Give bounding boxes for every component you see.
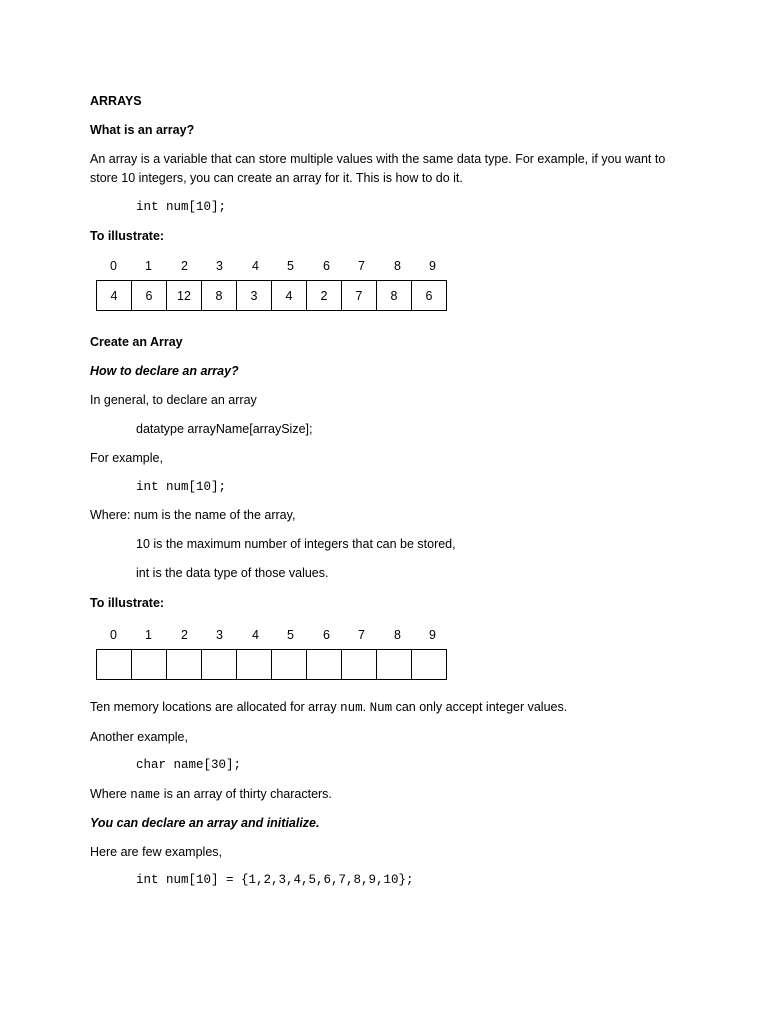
code-init-example: int num[10] = {1,2,3,4,5,6,7,8,9,10}; [136, 873, 414, 887]
array2-cell [237, 650, 272, 680]
memory-text-post: can only accept integer values. [392, 700, 568, 714]
array1-index: 0 [110, 259, 117, 273]
array1-index: 3 [216, 259, 223, 273]
question-what-is-array: What is an array? [90, 123, 195, 137]
array1-index: 7 [358, 259, 365, 273]
array1-index: 9 [429, 259, 436, 273]
where-line-2: 10 is the maximum number of integers that can be stored, [136, 537, 456, 551]
array2-index: 4 [252, 628, 259, 642]
array2-cell [202, 650, 237, 680]
array2-index: 8 [394, 628, 401, 642]
array1-cell: 12 [167, 281, 202, 311]
illustrate-label-1: To illustrate: [90, 229, 165, 243]
array1-index: 2 [181, 259, 188, 273]
array2-index: 9 [429, 628, 436, 642]
where-name-code: name [130, 788, 161, 802]
array2-cell [97, 650, 132, 680]
array1-cell: 7 [342, 281, 377, 311]
array1-cell: 6 [412, 281, 447, 311]
code-char-declaration: char name[30]; [136, 758, 242, 772]
array2-cell [272, 650, 307, 680]
where-name-pre: Where [90, 787, 131, 801]
where-name-post: is an array of thirty characters. [160, 787, 332, 801]
intro-line-1: An array is a variable that can store multiple values with the same data type. For example, if you want to [90, 152, 666, 166]
array1-cell: 8 [202, 281, 237, 311]
array2-row [97, 650, 447, 680]
array2-index: 2 [181, 628, 188, 642]
array2-table [96, 649, 447, 680]
syntax-line: datatype arrayName[arraySize]; [136, 422, 313, 436]
array2-cell [342, 650, 377, 680]
array2-cell [377, 650, 412, 680]
where-name-text [90, 786, 332, 804]
array1-index: 8 [394, 259, 401, 273]
array2-cell [167, 650, 202, 680]
create-array-heading: Create an Array [90, 335, 183, 349]
array2-index: 0 [110, 628, 117, 642]
array1-index: 1 [145, 259, 152, 273]
array2-cell [412, 650, 447, 680]
array1-cell: 4 [272, 281, 307, 311]
illustrate-label-2: To illustrate: [90, 596, 165, 610]
array1-cell: 4 [97, 281, 132, 311]
where-line-1: Where: num is the name of the array, [90, 508, 296, 522]
code-declaration-2: int num[10]; [136, 480, 227, 494]
array1-cell: 2 [307, 281, 342, 311]
array1-row [97, 281, 447, 311]
array1-cell: 6 [132, 281, 167, 311]
array1-index: 5 [287, 259, 294, 273]
array2-index: 6 [323, 628, 330, 642]
how-to-declare-heading: How to declare an array? [90, 364, 239, 378]
in-general-text: In general, to declare an array [90, 393, 257, 407]
section-heading: ARRAYS [90, 94, 142, 108]
array2-index: 3 [216, 628, 223, 642]
few-examples-text: Here are few examples, [90, 845, 223, 859]
code-declaration-1: int num[10]; [136, 200, 227, 214]
array2-index: 7 [358, 628, 365, 642]
another-example-text: Another example, [90, 730, 188, 744]
array2-cell [132, 650, 167, 680]
declare-initialize-heading: You can declare an array and initialize. [90, 816, 320, 830]
array1-cell: 3 [237, 281, 272, 311]
array2-index: 1 [145, 628, 152, 642]
memory-text-mid: . [362, 700, 370, 714]
array2-cell [307, 650, 342, 680]
where-line-3: int is the data type of those values. [136, 566, 329, 580]
array1-index: 4 [252, 259, 259, 273]
for-example-text: For example, [90, 451, 163, 465]
memory-locations-text [90, 699, 567, 717]
array2-index: 5 [287, 628, 294, 642]
memory-code-num: num [340, 701, 363, 715]
array1-cell: 8 [377, 281, 412, 311]
array1-index: 6 [323, 259, 330, 273]
memory-text-pre: Ten memory locations are allocated for array [90, 700, 341, 714]
array1-table [96, 280, 447, 311]
memory-code-num-cap: Num [369, 701, 393, 715]
intro-line-2: store 10 integers, you can create an array for it. This is how to do it. [90, 171, 463, 185]
